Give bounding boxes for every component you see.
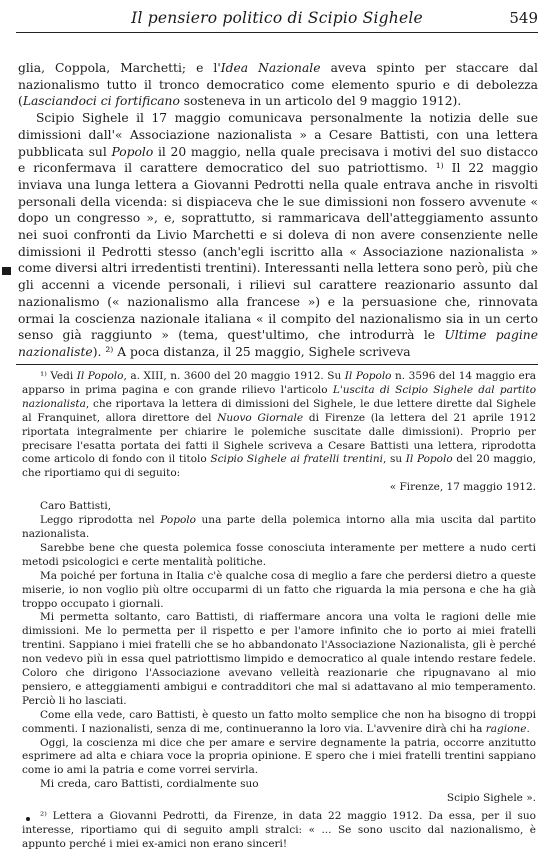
text-run: una parte della polemica intorno alla mia uscita dal partito nazionalista.: [22, 514, 537, 540]
italic-title: Popolo: [160, 514, 196, 527]
text-run: glia, Coppola, Marchetti; e l': [18, 61, 221, 75]
margin-mark: [2, 267, 11, 275]
text-run: , su: [382, 453, 406, 466]
text-run: del 20 maggio, che riportiamo qui di seguito:: [22, 453, 537, 480]
italic-title: Il Popolo: [76, 370, 124, 382]
letter-paragraph: Ma poiché per fortuna in Italia c'è qualche cosa di meglio a fare che perdersi dietro a queste miserie, io non voglio più oltre occuparmi di un fatto che riguarda la mia persona e che ha già troppo occupato i giornali.: [22, 569, 536, 610]
text-run: aveva spinto per staccare dal nazionalismo tutto il tronco democratico come elemento spurio e di debolezza (: [18, 61, 538, 109]
text-run: il 20 maggio, nella quale precisava i motivi del suo distacco e riconfermava il carattere democratico del suo patriottismo. ¹⁾ Il 22 maggio inviava una lunga lettera a Giovanni Pedrotti nella quale entrava anche in risvolti personali della vicenda: si dispiaceva che le sue dimissioni non fossero avvenute « dopo un congresso », e, soprattutto, si rammaricava dell'atteggiamento assunto nei suoi confronti da Livio Marchetti e si doleva di non avere consenziente nelle dimissioni il Pedrotti stesso (anch'egli iscritto alla « Associazione nazionalista » come diversi altri irredentisti trentini). Interessanti nella lettera sono però, più che gli accenni a vicende personali, i rilievi sul carattere reazionario assunto dal nazionalismo (« nazionalismo alla francese ») e la persuasione che, rinnovata ormai la coscienza nazionale italiana « il compito del nazionalismo sia in un certo senso già raggiunto » (tema, quest'ultimo, che introdurrà le: [18, 144, 538, 343]
text-run: di Firenze (la lettera del 21 aprile 1912 riportata integralmente per chiarire le polemiche suscitate dalle dimissioni). Proprio per precisare l'esatta portata dei fatti il Sighele scriveva a Cesare Battisti una lettera, riprodotta come articolo di fondo con il titolo: [22, 411, 537, 466]
running-title: Il pensiero politico di Scipio Sighele: [131, 9, 423, 27]
paragraph-1: [18, 60, 538, 110]
letter-paragraph: [22, 709, 536, 737]
letter-paragraph: Mi permetta soltanto, caro Battisti, di riaffermare ancora una volta le ragioni delle mie dimissioni. Me lo permetta per il rispetto e per l'amore infinito che io porto ai miei fratelli trentini. Sappiano i miei fratelli che se ho abbandonato l'Associazione Nazionalista, gli è perché non vedevo più in essa quel patriottismo limpido e democratico al quale intendo restare fedele. Coloro che dirigono l'Associazione avevano velleità reazionarie che ripugnavano al mio pensiero, e atteggiamenti ambigui e contradditori che mal si adattavano al mio temperamento. Perciò li ho lasciati.: [22, 611, 536, 707]
text-run: Leggo riprodotta nel: [40, 514, 161, 527]
italic-title: Ultime pagine nazionaliste: [18, 328, 538, 359]
page-number: 549: [509, 9, 538, 27]
text-run: n. 3596 del 14 maggio era apparso in prima pagina e con grande rilievo l'articolo: [22, 370, 536, 396]
text-run: Scipio Sighele il 17 maggio comunicava personalmente la notizia delle sue dimissioni dall'« Associazione nazionalista » a Cesare Battisti, con una lettera pubblicata sul: [18, 111, 538, 159]
main-text: [18, 60, 538, 361]
italic-title: Nuovo Giornale: [217, 411, 304, 424]
footnotes: [22, 370, 536, 852]
paragraph-2: [18, 110, 538, 361]
footnote-rule: [16, 364, 538, 365]
italic-title: Scipio Sighele ai fratelli trentini: [210, 453, 383, 466]
running-header: [16, 2, 538, 32]
italic-title: Il Popolo: [344, 370, 392, 382]
text-run: sosteneva in un articolo del 9 maggio 1912).: [179, 94, 462, 109]
italic-word: ragione: [485, 722, 527, 735]
letter-signature: Scipio Sighele ».: [446, 792, 536, 805]
italic-title: Idea Nazionale: [220, 61, 321, 75]
text-run: , che riportava la lettera di dimissioni del Sighele, le due lettere dirette dal Sighele al Franquinet, allora direttore del: [22, 397, 536, 424]
letter-paragraph: Sarebbe bene che questa polemica fosse conosciuta interamente per mettere a nudo certi metodi psicologici e certe mentalità politiche.: [22, 541, 536, 568]
text-run: Come ella vede, caro Battisti, è questo un fatto molto semplice che non ha bisogno di troppi commenti. I nazionalisti, senza di me, continueranno la loro via. L'avvenire dirà chi ha: [22, 708, 536, 735]
italic-title: Popolo: [111, 144, 154, 159]
letter-salutation: Caro Battisti,: [40, 500, 112, 513]
text-run: ¹⁾ Vedi: [40, 370, 77, 382]
text-run: .: [526, 722, 530, 735]
page-dot-mark: [26, 817, 30, 821]
letter-closing: Mi creda, caro Battisti, cordialmente suo: [40, 778, 259, 791]
text-run: ). ²⁾ A poca distanza, il 25 maggio, Sighele scriveva: [92, 344, 411, 359]
text-run: , a. XIII, n. 3600 del 20 maggio 1912. Su: [123, 370, 345, 382]
italic-title: Lasciandoci ci fortificano: [22, 94, 180, 109]
footnote-2: ²⁾ Lettera a Giovanni Pedrotti, da Firenze, in data 22 maggio 1912. Da essa, per il suo interesse, riportiamo qui di seguito ampli stralci: « ... Se sono uscito dal nazionalismo, è appunto perché i miei ex-amici non erano sinceri!: [22, 810, 536, 850]
letter-paragraph: Oggi, la coscienza mi dice che per amare e servire degnamente la patria, occorre anzitutto esprimere ad alta e chiara voce la propria opinione. E spero che i miei fratelli trentini sappiano come io ami la patria e come vorrei servirla.: [22, 736, 536, 777]
italic-title: L'uscita di Scipio Sighele dal partito nazionalista: [22, 383, 537, 410]
letter-paragraph: [22, 514, 536, 542]
letter-date: « Firenze, 17 maggio 1912.: [389, 481, 536, 494]
footnote-1: [22, 370, 536, 481]
italic-title: Il Popolo: [405, 453, 453, 466]
header-rule: [16, 32, 538, 33]
